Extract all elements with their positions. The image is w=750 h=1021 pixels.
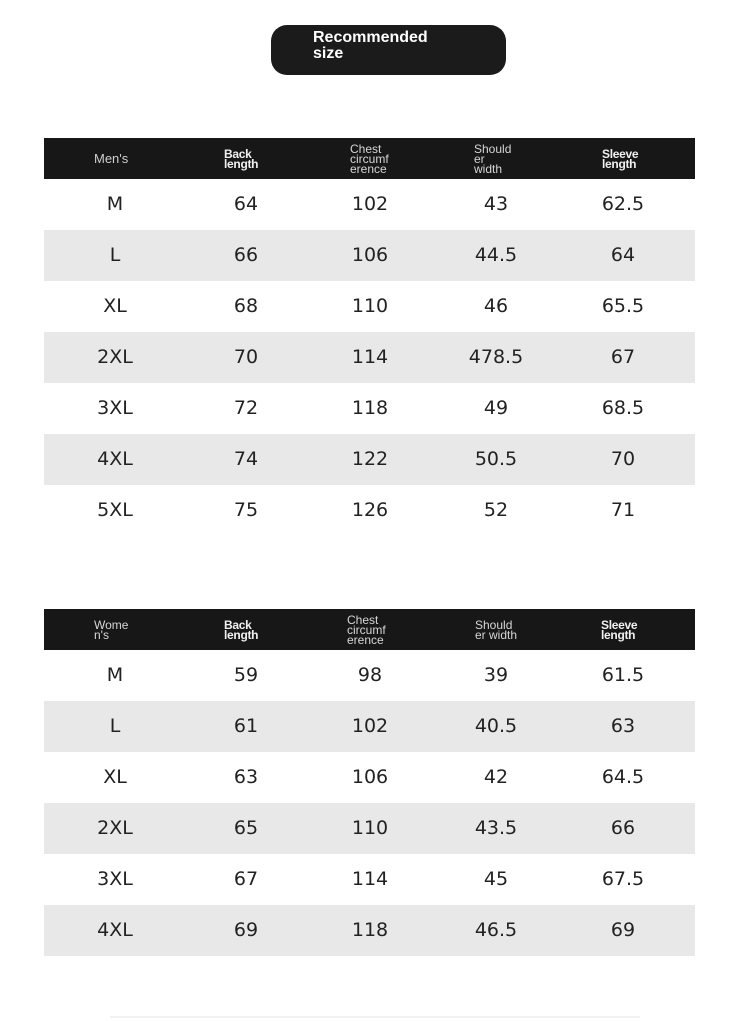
header-chest-circumference — [347, 609, 386, 650]
table-row — [44, 485, 695, 536]
size-cell: M — [106, 664, 124, 686]
chest-cell: 118 — [351, 397, 389, 419]
sleeve-cell: 68.5 — [601, 397, 645, 419]
header-line: er width — [475, 627, 518, 642]
chest-cell: 98 — [357, 664, 383, 686]
table-row — [44, 701, 695, 752]
header-line: Back — [224, 146, 252, 161]
back-length-cell: 65 — [233, 817, 259, 839]
size-cell: 2XL — [97, 346, 133, 368]
chest-cell: 110 — [351, 817, 389, 839]
recommended-size-banner — [271, 25, 506, 75]
chest-cell: 106 — [351, 244, 389, 266]
size-cell: 3XL — [97, 868, 133, 890]
sleeve-cell: 66 — [610, 817, 636, 839]
sleeve-cell: 61.5 — [601, 664, 645, 686]
sleeve-cell: 64.5 — [601, 766, 645, 788]
mens-table-header — [44, 138, 695, 179]
header-line: Should — [475, 617, 513, 632]
size-cell: L — [109, 715, 121, 737]
header-shoulder-width — [475, 609, 517, 650]
shoulder-cell: 49 — [483, 397, 509, 419]
back-length-cell: 63 — [233, 766, 259, 788]
header-back-length — [224, 138, 258, 179]
shoulder-cell: 46.5 — [474, 919, 518, 941]
header-chest-circumference — [350, 138, 389, 179]
sleeve-cell: 63 — [610, 715, 636, 737]
back-length-cell: 72 — [233, 397, 259, 419]
size-cell: XL — [103, 766, 127, 788]
table-row — [44, 854, 695, 905]
chest-cell: 110 — [351, 295, 389, 317]
header-line: length — [224, 156, 259, 171]
header-line: Chest — [347, 612, 379, 627]
shoulder-cell: 42 — [483, 766, 509, 788]
shoulder-cell: 40.5 — [474, 715, 518, 737]
header-mens — [94, 138, 128, 179]
header-line: circumf — [347, 622, 386, 637]
table-row — [44, 803, 695, 854]
chest-cell: 122 — [351, 448, 389, 470]
table-row — [44, 332, 695, 383]
shoulder-cell: 43 — [483, 193, 509, 215]
shoulder-cell: 52 — [483, 499, 509, 521]
back-length-cell: 64 — [233, 193, 259, 215]
shoulder-cell: 50.5 — [474, 448, 518, 470]
shoulder-cell: 478.5 — [468, 346, 524, 368]
size-cell: 4XL — [97, 448, 133, 470]
sleeve-cell: 71 — [610, 499, 636, 521]
shoulder-cell: 39 — [483, 664, 509, 686]
size-cell: L — [109, 244, 121, 266]
sleeve-cell: 69 — [610, 919, 636, 941]
back-length-cell: 66 — [233, 244, 259, 266]
table-row — [44, 905, 695, 956]
table-row — [44, 434, 695, 485]
size-cell: 5XL — [97, 499, 133, 521]
sleeve-cell: 70 — [610, 448, 636, 470]
shoulder-cell: 44.5 — [474, 244, 518, 266]
header-line: width — [474, 161, 503, 176]
sleeve-cell: 65.5 — [601, 295, 645, 317]
banner-line-2: size — [313, 45, 344, 62]
back-length-cell: 59 — [233, 664, 259, 686]
size-cell: 2XL — [97, 817, 133, 839]
shoulder-cell: 45 — [483, 868, 509, 890]
size-cell: M — [106, 193, 124, 215]
back-length-cell: 70 — [233, 346, 259, 368]
header-line: erence — [347, 632, 384, 647]
womens-table-body — [44, 650, 695, 956]
header-line: length — [601, 627, 636, 642]
chest-cell: 102 — [351, 193, 389, 215]
back-length-cell: 75 — [233, 499, 259, 521]
header-shoulder-width — [474, 138, 511, 179]
divider — [110, 1016, 640, 1018]
sleeve-cell: 62.5 — [601, 193, 645, 215]
table-row — [44, 650, 695, 701]
table-row — [44, 752, 695, 803]
back-length-cell: 74 — [233, 448, 259, 470]
womens-table-header — [44, 609, 695, 650]
header-womens — [94, 609, 128, 650]
header-sleeve-length — [602, 138, 638, 179]
chest-cell: 118 — [351, 919, 389, 941]
shoulder-cell: 43.5 — [474, 817, 518, 839]
table-row — [44, 230, 695, 281]
chest-cell: 114 — [351, 868, 389, 890]
chest-cell: 102 — [351, 715, 389, 737]
size-cell: 4XL — [97, 919, 133, 941]
shoulder-cell: 46 — [483, 295, 509, 317]
banner-line-1: Recommended — [313, 29, 428, 46]
sleeve-cell: 64 — [610, 244, 636, 266]
header-line: Chest — [350, 141, 382, 156]
table-row — [44, 383, 695, 434]
table-row — [44, 179, 695, 230]
header-line: n's — [94, 627, 109, 642]
header-line: circumf — [350, 151, 389, 166]
header-back-length — [224, 609, 258, 650]
sleeve-cell: 67.5 — [601, 868, 645, 890]
sleeve-cell: 67 — [610, 346, 636, 368]
header-line: Sleeve — [602, 146, 639, 161]
header-line: length — [224, 627, 259, 642]
size-cell: 3XL — [97, 397, 133, 419]
mens-table-body — [44, 179, 695, 536]
header-line: Men's — [94, 151, 129, 166]
size-cell: XL — [103, 295, 127, 317]
back-length-cell: 68 — [233, 295, 259, 317]
chest-cell: 106 — [351, 766, 389, 788]
header-line: erence — [350, 161, 387, 176]
back-length-cell: 67 — [233, 868, 259, 890]
header-line: Sleeve — [601, 617, 638, 632]
header-line: length — [602, 156, 637, 171]
mens-size-table — [44, 138, 695, 536]
header-line: er — [474, 151, 485, 166]
table-row — [44, 281, 695, 332]
back-length-cell: 69 — [233, 919, 259, 941]
womens-size-table — [44, 609, 695, 956]
header-sleeve-length — [601, 609, 637, 650]
header-line: Should — [474, 141, 512, 156]
chest-cell: 126 — [351, 499, 389, 521]
header-line: Wome — [94, 617, 129, 632]
header-line: Back — [224, 617, 252, 632]
back-length-cell: 61 — [233, 715, 259, 737]
chest-cell: 114 — [351, 346, 389, 368]
